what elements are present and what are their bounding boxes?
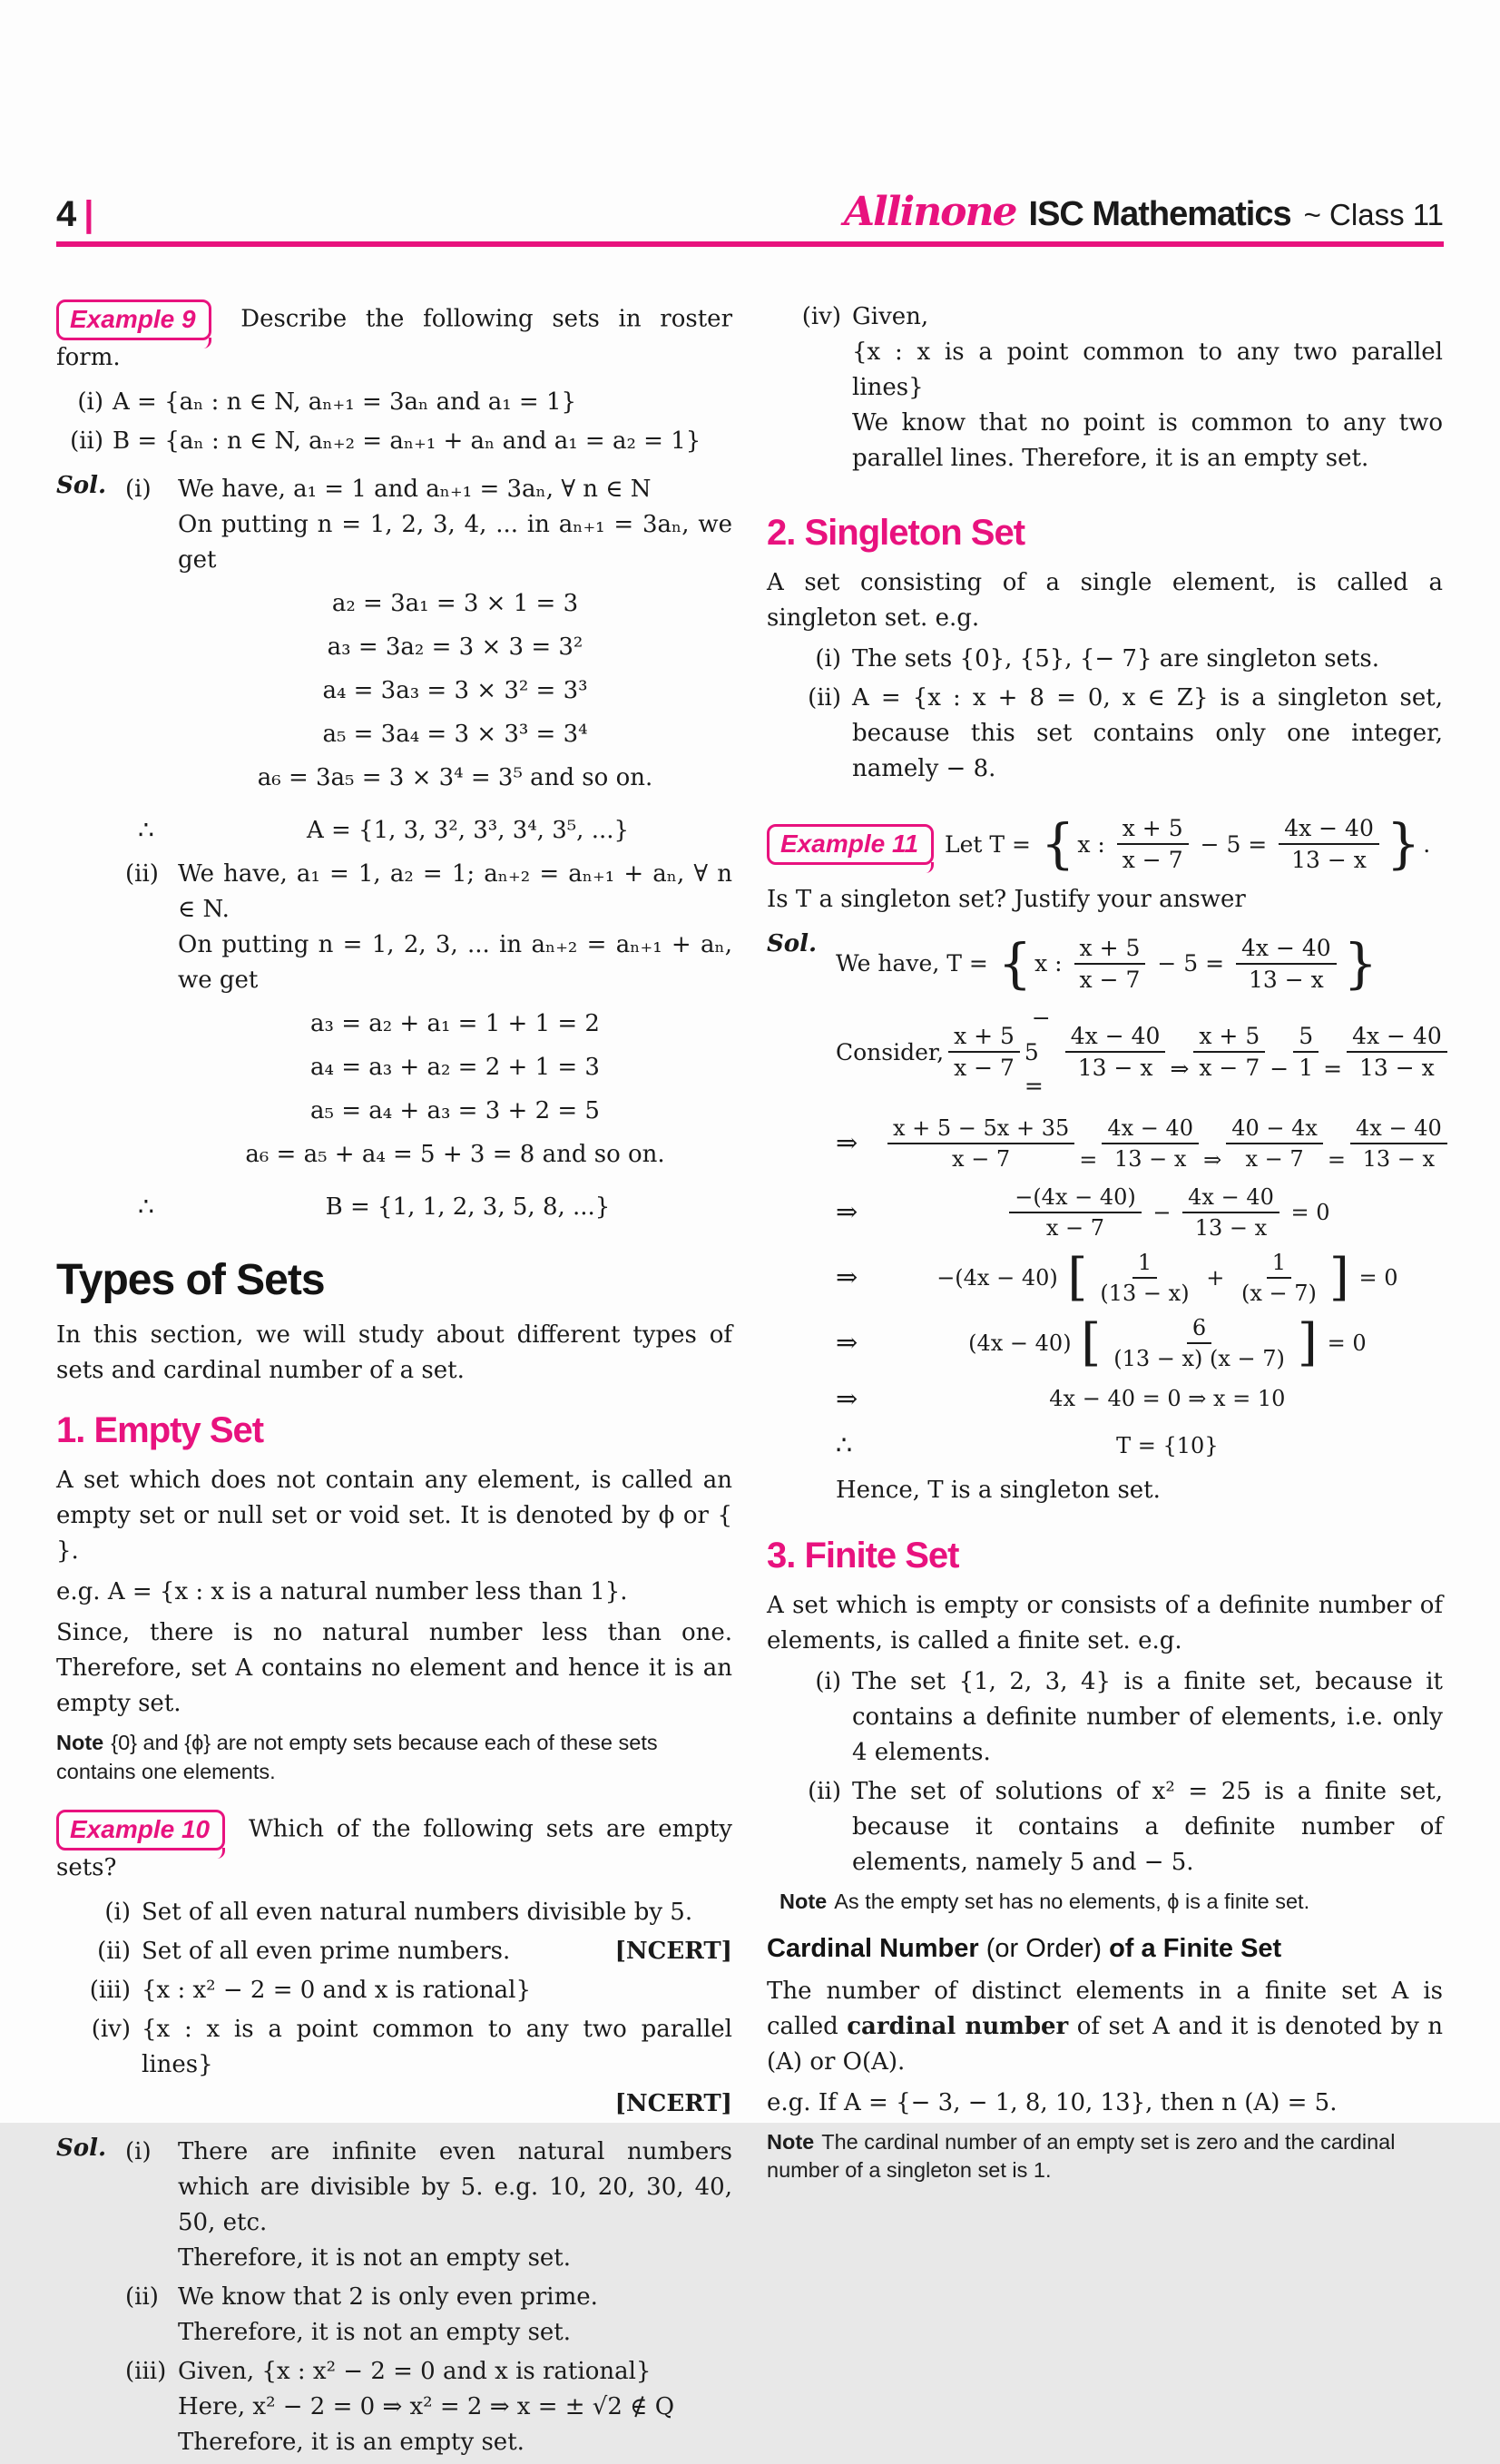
equation-row bbox=[836, 1111, 1452, 1176]
sol-part-body bbox=[178, 857, 732, 1181]
equation-line: a₄ = a₃ + a₂ = 2 + 1 = 3 bbox=[310, 1054, 600, 1081]
book-title: ISC Mathematics bbox=[1028, 195, 1291, 233]
sol-part-body bbox=[178, 2135, 732, 2276]
paragraph: A set consisting of a single element, is called a singleton set. e.g. bbox=[767, 569, 1443, 632]
fraction: $\frac{5}{1}$ bbox=[1293, 1022, 1319, 1083]
heading-part: (or Order) bbox=[978, 1934, 1110, 1964]
math-text: Let T = bbox=[945, 830, 1038, 858]
example10-lead-text: Which of the following sets are empty sets? bbox=[56, 1815, 732, 1882]
paragraph: e.g. If A = {− 3, − 1, 8, 10, 13}, then n (A) = 5. bbox=[767, 2088, 1338, 2116]
item-marker: (i) bbox=[77, 388, 103, 416]
note bbox=[56, 1729, 732, 1786]
paragraph: Since, there is no natural number less than one. Therefore, set A contains no element and hence it is an empty set. bbox=[56, 1618, 732, 1717]
sol-part-body bbox=[178, 472, 732, 804]
section-heading-types-of-sets: Types of Sets bbox=[56, 1256, 325, 1304]
fraction: $\frac{1}{(x - 7)}$ bbox=[1240, 1249, 1317, 1306]
sol-line: We have, a₁ = 1, a₂ = 1; aₙ₊₂ = aₙ₊₁ + aₙ, ∀ n ∈ N. bbox=[178, 860, 732, 923]
item-marker: (iv) bbox=[801, 303, 841, 330]
item-marker: (iii) bbox=[125, 2358, 167, 2386]
fraction: $\frac{4x - 40}{13 - x}$ bbox=[1347, 1022, 1447, 1083]
math-text: −(4x − 40) bbox=[936, 1264, 1065, 1291]
math-text: − 5 = bbox=[1024, 1005, 1058, 1099]
section-heading-singleton-set: 2. Singleton Set bbox=[767, 513, 1025, 553]
math-text: x : bbox=[1034, 950, 1070, 977]
ncert-tag: [NCERT] bbox=[614, 2090, 732, 2118]
equation-row bbox=[836, 1249, 1452, 1307]
example10-lead-row bbox=[56, 1810, 732, 1886]
page-content bbox=[0, 247, 1500, 2464]
note-label: Note bbox=[779, 1889, 828, 1913]
sol-line: On putting n = 1, 2, 3, ... in aₙ₊₂ = aₙ₊₁ + aₙ, we get bbox=[178, 931, 732, 994]
fraction: $\frac{4x - 40}{13 - x}$ bbox=[1182, 1183, 1279, 1242]
sol-line: Given, bbox=[852, 303, 929, 330]
item-marker: (ii) bbox=[808, 1777, 841, 1805]
item-text bbox=[142, 1934, 732, 1969]
sol-body bbox=[125, 468, 732, 1233]
equation-math bbox=[883, 1249, 1452, 1307]
item-text: The set of solutions of x² = 25 is a finite set, because it contains a definite number of elements, namely 5 and − 5. bbox=[852, 1777, 1443, 1876]
fraction: $\frac{6}{(13 - x) (x - 7)}$ bbox=[1113, 1314, 1285, 1371]
sol-line: {x : x is a point common to any two parallel lines} bbox=[852, 339, 1443, 401]
sol-part-i bbox=[125, 472, 732, 804]
item-text-inner: Set of all even prime numbers. bbox=[142, 1938, 511, 1966]
equation-row bbox=[836, 1001, 1452, 1104]
sol-line: Given, {x : x² − 2 = 0 and x is rational} bbox=[178, 2358, 652, 2386]
item-marker: (i) bbox=[815, 1667, 841, 1695]
fraction: $\frac{4x - 40}{13 - x}$ bbox=[1065, 1022, 1166, 1083]
example11-question: Is T a singleton set? Justify your answer bbox=[767, 885, 1246, 913]
math-text: ⇒ bbox=[1170, 1021, 1197, 1083]
equation-math bbox=[883, 1314, 1452, 1372]
heading-part: of a Finite Set bbox=[1109, 1934, 1282, 1964]
fraction: $\frac{x + 5}{x - 7}$ bbox=[1117, 814, 1189, 875]
equation-text: 4x − 40 = 0 ⇒ x = 10 bbox=[1049, 1386, 1286, 1412]
math-text: − 5 = bbox=[1150, 950, 1231, 977]
list-item bbox=[56, 424, 732, 459]
heading-part: Cardinal Number bbox=[767, 1934, 979, 1964]
paragraph-part: of set A and it is denoted by n (A) or O(A). bbox=[767, 2012, 1443, 2076]
list-item bbox=[56, 1934, 732, 1969]
paragraph-part: The number of distinct elements in a finite set A is called bbox=[767, 1977, 1443, 2040]
example11-lead-math bbox=[945, 814, 1430, 875]
therefore-symbol: ∴ bbox=[138, 815, 154, 845]
item-marker: (i) bbox=[125, 476, 152, 503]
item-marker: (i) bbox=[104, 1899, 131, 1927]
sol-part-ii bbox=[125, 2280, 732, 2351]
item-marker: (iv) bbox=[91, 2016, 131, 2044]
sol-part-ii bbox=[125, 857, 732, 1181]
section-heading-empty-set: 1. Empty Set bbox=[56, 1409, 264, 1450]
math-text: − bbox=[1145, 1199, 1179, 1225]
sol-line: Therefore, it is not an empty set. bbox=[178, 2319, 572, 2347]
note-text: {0} and {ϕ} are not empty sets because each of these sets contains one elements. bbox=[56, 1730, 658, 1783]
implies-symbol: ⇒ bbox=[836, 1195, 858, 1227]
implies-symbol: ⇒ bbox=[836, 1382, 858, 1414]
item-marker: (ii) bbox=[125, 2283, 159, 2312]
math-text: ⇒ bbox=[1203, 1114, 1229, 1173]
equation-line: a₄ = 3a₃ = 3 × 3² = 3³ bbox=[322, 677, 588, 704]
equation-result: A = {1, 3, 3², 3³, 3⁴, 3⁵, ...} bbox=[306, 816, 630, 844]
equation-text: T = {10} bbox=[1116, 1432, 1219, 1458]
page-number-divider: | bbox=[83, 194, 94, 234]
item-marker: (ii) bbox=[808, 684, 841, 712]
sol-part-body bbox=[852, 299, 1443, 476]
math-text: − bbox=[1270, 1021, 1297, 1083]
sol-line: Therefore, it is an empty set. bbox=[178, 2429, 525, 2457]
equation-math bbox=[883, 1183, 1452, 1242]
implies-symbol: ⇒ bbox=[836, 1326, 858, 1358]
sol-line: We know that no point is common to any two parallel lines. Therefore, it is an empty set. bbox=[852, 409, 1443, 472]
list-item bbox=[56, 385, 732, 420]
item-text: A = {aₙ : n ∈ N, aₙ₊₁ = 3aₙ and a₁ = 1} bbox=[113, 388, 577, 416]
math-text: = 0 bbox=[1351, 1264, 1398, 1291]
item-marker: (ii) bbox=[97, 1938, 131, 1966]
equation-line: a₆ = 3a₅ = 3 × 3⁴ = 3⁵ and so on. bbox=[257, 764, 653, 791]
equation-row bbox=[836, 1314, 1452, 1372]
list-item bbox=[767, 642, 1443, 677]
note-label: Note bbox=[56, 1730, 104, 1754]
list-item bbox=[56, 1895, 732, 1930]
item-marker: (ii) bbox=[125, 860, 159, 888]
sol-line: Therefore, it is not an empty set. bbox=[178, 2244, 572, 2273]
big-delimiter: ] bbox=[1328, 1247, 1349, 1307]
therefore-symbol: ∴ bbox=[836, 1429, 853, 1460]
list-item bbox=[767, 1664, 1443, 1771]
math-text: − 5 = bbox=[1192, 830, 1275, 858]
item-text: B = {aₙ : n ∈ N, aₙ₊₂ = aₙ₊₁ + aₙ and a₁ = a₂ = 1} bbox=[113, 427, 701, 455]
sol-line: We have, a₁ = 1 and aₙ₊₁ = 3aₙ, ∀ n ∈ N bbox=[178, 476, 652, 503]
big-delimiter: } bbox=[1386, 812, 1421, 876]
sol-line: There are infinite even natural numbers which are divisible by 5. e.g. 10, 20, 30, 40, 50, etc. bbox=[178, 2138, 732, 2237]
fraction: $\frac{4x - 40}{13 - x}$ bbox=[1279, 814, 1379, 875]
implies-symbol: ⇒ bbox=[836, 1261, 858, 1292]
paragraph bbox=[767, 1974, 1443, 2080]
fraction: $\frac{40 - 4x}{x - 7}$ bbox=[1226, 1114, 1323, 1173]
big-delimiter: { bbox=[1040, 812, 1075, 876]
equation-row bbox=[836, 1183, 1452, 1242]
sol-part-iii bbox=[125, 2354, 732, 2460]
equation-result: B = {1, 1, 2, 3, 5, 8, ...} bbox=[325, 1193, 611, 1221]
fraction: $\frac{4x - 40}{13 - x}$ bbox=[1350, 1114, 1447, 1173]
fraction: $\frac{x + 5}{x - 7}$ bbox=[1193, 1022, 1265, 1083]
page-number: 4 bbox=[56, 194, 77, 234]
paragraph: A set which is empty or consists of a definite number of elements, is called a finite set. e.g. bbox=[767, 1591, 1443, 1654]
equation-row bbox=[836, 1379, 1452, 1419]
fraction: $\frac{x + 5}{x - 7}$ bbox=[948, 1022, 1020, 1083]
note-label: Note bbox=[767, 2129, 815, 2154]
sol-label: Sol. bbox=[767, 929, 818, 957]
column-left bbox=[56, 299, 732, 2464]
fraction: $\frac{x + 5}{x - 7}$ bbox=[1074, 934, 1146, 995]
math-text: x : bbox=[1077, 830, 1113, 858]
header-title-block bbox=[843, 189, 1444, 235]
equation-line: a₃ = 3a₂ = 3 × 3 = 3² bbox=[327, 633, 583, 661]
math-text: . bbox=[1423, 830, 1431, 858]
example10-solution bbox=[56, 2131, 732, 2464]
item-text: A = {x : x + 8 = 0, x ∈ Z} is a singleton set, because this set contains only one integer, namely − 8. bbox=[852, 684, 1443, 782]
paragraph-part-bold: cardinal number bbox=[847, 2012, 1069, 2040]
paragraph: A set which does not contain any element, is called an empty set or null set or void set. It is denoted by ϕ or { }. bbox=[56, 1466, 732, 1565]
ncert-tag: [NCERT] bbox=[614, 1938, 732, 1966]
item-marker: (i) bbox=[125, 2138, 152, 2166]
math-text: = bbox=[1327, 1114, 1353, 1173]
item-text: {x : x² − 2 = 0 and x is rational} bbox=[142, 1977, 532, 2005]
example9-solution bbox=[56, 468, 732, 1233]
big-delimiter: [ bbox=[1067, 1247, 1088, 1307]
list-item bbox=[56, 2012, 732, 2083]
note bbox=[767, 1888, 1443, 1917]
example11-solution bbox=[767, 927, 1443, 1508]
equation-line: a₃ = a₂ + a₁ = 1 + 1 = 2 bbox=[310, 1010, 600, 1037]
big-delimiter: ] bbox=[1297, 1312, 1318, 1372]
big-delimiter: { bbox=[997, 931, 1033, 995]
sol-line: On putting n = 1, 2, 3, 4, ... in aₙ₊₁ = 3aₙ, we get bbox=[178, 511, 732, 574]
math-text: = 0 bbox=[1319, 1330, 1367, 1356]
sol-label: Sol. bbox=[56, 472, 107, 499]
fraction: $\frac{x + 5 - 5x + 35}{x - 7}$ bbox=[887, 1114, 1074, 1173]
sol-body bbox=[836, 927, 1452, 1508]
therefore-row bbox=[125, 811, 732, 849]
page-number-block bbox=[56, 196, 93, 232]
fraction: $\frac{1}{(13 - x)}$ bbox=[1100, 1249, 1190, 1306]
sol-part-i bbox=[125, 2135, 732, 2276]
sol-part-iv bbox=[767, 299, 1443, 476]
note-text: The cardinal number of an empty set is zero and the cardinal number of a singleton set is 1. bbox=[767, 2129, 1396, 2183]
therefore-symbol: ∴ bbox=[138, 1192, 154, 1222]
item-marker: (ii) bbox=[70, 427, 103, 455]
book-subtitle: ~ Class 11 bbox=[1303, 198, 1444, 231]
fraction: $\frac{4x - 40}{13 - x}$ bbox=[1236, 934, 1337, 995]
equation-math bbox=[836, 1001, 1452, 1104]
equation-line: a₅ = 3a₄ = 3 × 3³ = 3⁴ bbox=[322, 721, 588, 748]
example11-lead-row bbox=[767, 814, 1443, 875]
equation-math bbox=[836, 931, 1380, 995]
item-text: Set of all even natural numbers divisible by 5. bbox=[142, 1899, 693, 1927]
example9-lead-text: Describe the following sets in roster form. bbox=[56, 305, 732, 371]
paragraph: In this section, we will study about different types of sets and cardinal number of a set. bbox=[56, 1320, 732, 1384]
implies-symbol: ⇒ bbox=[836, 1126, 858, 1158]
subsection-heading-cardinal-number bbox=[767, 1934, 1443, 1964]
sol-part-body bbox=[178, 2280, 732, 2351]
page-header bbox=[0, 0, 1500, 235]
section-heading-finite-set: 3. Finite Set bbox=[767, 1535, 959, 1576]
equation-line: a₂ = 3a₁ = 3 × 1 = 3 bbox=[331, 590, 579, 617]
list-item bbox=[56, 1973, 732, 2008]
math-text: + bbox=[1199, 1264, 1231, 1291]
item-text: The sets {0}, {5}, {− 7} are singleton sets. bbox=[852, 645, 1380, 672]
note-text: As the empty set has no elements, ϕ is a finite set. bbox=[834, 1889, 1310, 1913]
math-text: (4x − 40) bbox=[968, 1330, 1079, 1356]
sol-line: Hence, T is a singleton set. bbox=[836, 1476, 1161, 1504]
equation-line: a₆ = a₅ + a₄ = 5 + 3 = 8 and so on. bbox=[245, 1141, 665, 1168]
item-text: {x : x is a point common to any two parallel lines} bbox=[142, 2016, 732, 2079]
item-marker: (i) bbox=[815, 645, 841, 672]
equation-row bbox=[836, 931, 1452, 995]
example10-badge: Example 10 bbox=[56, 1810, 225, 1850]
equation-math bbox=[883, 1111, 1452, 1176]
item-text: The set {1, 2, 3, 4} is a finite set, because it contains a definite number of elements, i.e. only 4 elements. bbox=[852, 1667, 1443, 1766]
brand-logo: Allinone bbox=[843, 189, 1016, 235]
sol-label: Sol. bbox=[56, 2135, 107, 2163]
big-delimiter: } bbox=[1343, 931, 1378, 995]
note bbox=[767, 2128, 1443, 2185]
math-text: = 0 bbox=[1283, 1199, 1330, 1225]
math-text: = bbox=[1323, 1021, 1350, 1083]
therefore-row bbox=[125, 1188, 732, 1226]
paragraph: e.g. A = {x : x is a natural number less than 1}. bbox=[56, 1577, 628, 1605]
big-delimiter: [ bbox=[1081, 1312, 1102, 1372]
equation-row bbox=[836, 1426, 1452, 1466]
sol-part-body bbox=[178, 2354, 732, 2460]
fraction: $\frac{-(4x - 40)}{x - 7}$ bbox=[1009, 1183, 1142, 1242]
item-marker: (iii) bbox=[89, 1977, 131, 2005]
sol-line: Here, x² − 2 = 0 ⇒ x² = 2 ⇒ x = ± √2 ∉ Q bbox=[178, 2393, 675, 2421]
list-item bbox=[767, 1774, 1443, 1880]
sol-body bbox=[125, 2131, 732, 2464]
sol-line: We know that 2 is only even prime. bbox=[178, 2283, 598, 2312]
equation-line: a₅ = a₄ + a₃ = 3 + 2 = 5 bbox=[310, 1097, 600, 1124]
column-right bbox=[767, 299, 1443, 2464]
math-text: = bbox=[1079, 1114, 1104, 1173]
math-text: Consider, bbox=[836, 1038, 952, 1065]
list-item bbox=[767, 681, 1443, 787]
math-text: We have, T = bbox=[836, 950, 995, 977]
fraction: $\frac{4x - 40}{13 - x}$ bbox=[1102, 1114, 1199, 1173]
example11-badge: Example 11 bbox=[767, 824, 934, 865]
example9-lead-row bbox=[56, 299, 732, 376]
example9-badge: Example 9 bbox=[56, 299, 211, 340]
